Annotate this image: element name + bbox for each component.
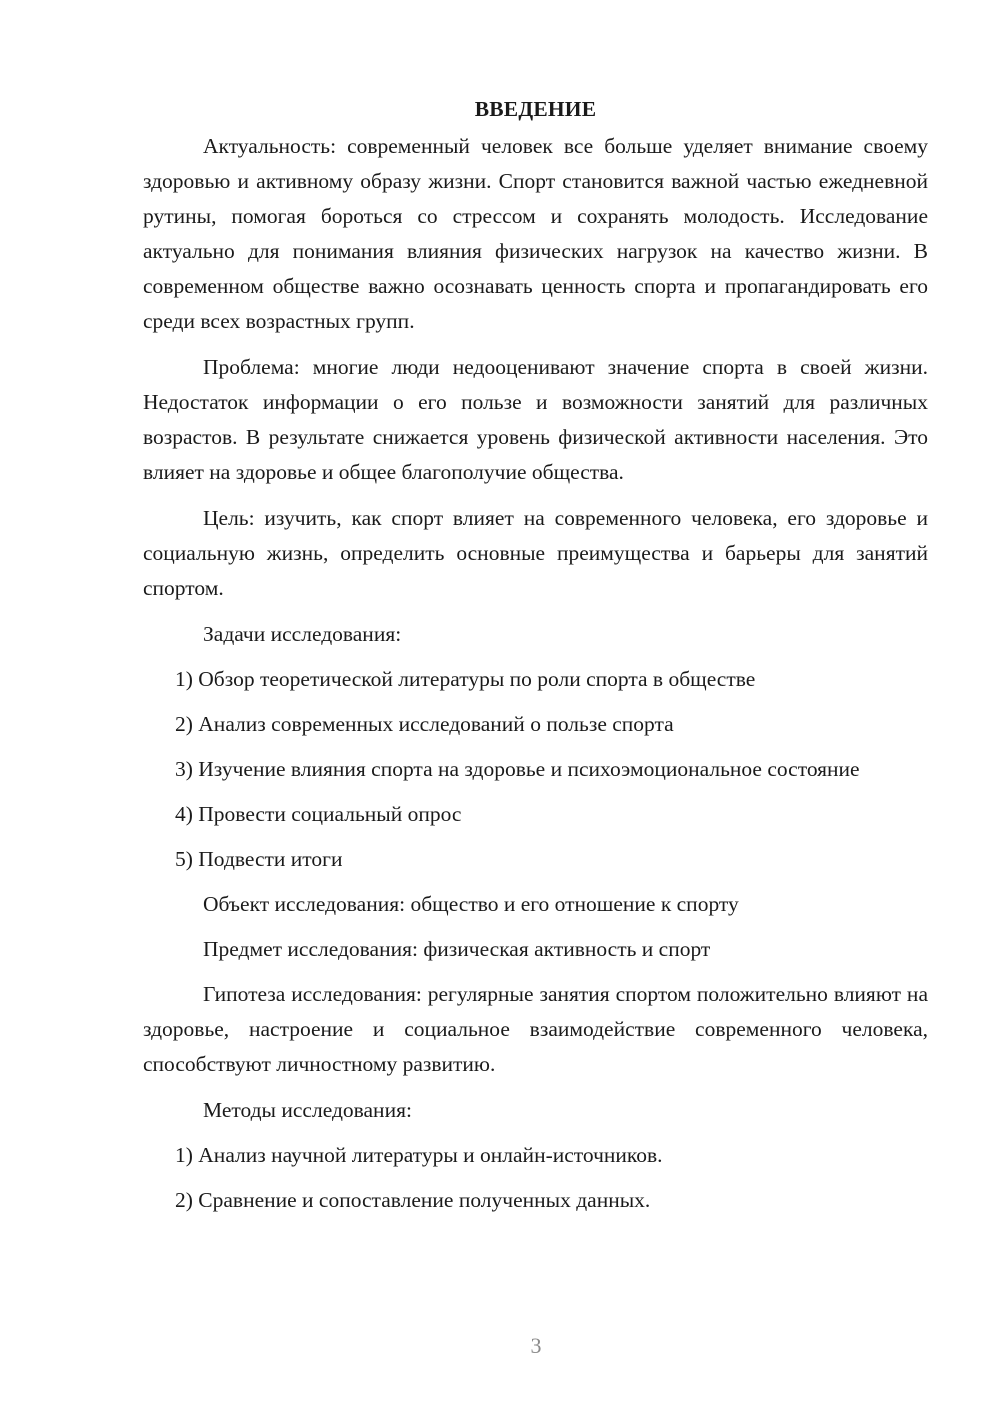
goal-paragraph: Цель: изучить, как спорт влияет на современного человека, его здоровье и социальную жизнь, определить основные преимущества и барьеры для занятий спортом. (143, 506, 928, 600)
task-item: 5) Подвести итоги (175, 847, 343, 871)
subject-line: Предмет исследования: физическая активность и спорт (203, 937, 711, 961)
page-number: 3 (530, 1333, 542, 1358)
object-line: Объект исследования: общество и его отношение к спорту (203, 892, 739, 916)
methods-heading: Методы исследования: (203, 1098, 412, 1122)
relevance-paragraph: Актуальность: современный человек все больше уделяет внимание своему здоровью и активному образу жизни. Спорт становится важной частью ежедневной рутины, помогая бороться со стрессом и сохранять молодость. Исследование актуально для понимания влияния физических нагрузок на качество жизни. В современном обществе важно осознавать ценность спорта и пропагандировать его среди всех возрастных групп. (143, 134, 928, 333)
document-title: ВВЕДЕНИЕ (474, 97, 597, 121)
task-item: 3) Изучение влияния спорта на здоровье и психоэмоциональное состояние (175, 757, 860, 781)
tasks-heading: Задачи исследования: (203, 622, 402, 646)
document-page (143, 92, 928, 1228)
method-item: 2) Сравнение и сопоставление полученных данных. (175, 1188, 651, 1212)
task-item: 2) Анализ современных исследований о пользе спорта (175, 712, 674, 736)
hypothesis-paragraph: Гипотеза исследования: регулярные занятия спортом положительно влияют на здоровье, настроение и социальное взаимодействие современного человека, способствуют личностному развитию. (143, 982, 928, 1076)
problem-paragraph: Проблема: многие люди недооценивают значение спорта в своей жизни. Недостаток информации о его пользе и возможности занятий для различных возрастов. В результате снижается уровень физической активности населения. Это влияет на здоровье и общее благополучие общества. (143, 355, 928, 484)
task-item: 4) Провести социальный опрос (175, 802, 462, 826)
task-item: 1) Обзор теоретической литературы по роли спорта в обществе (175, 667, 756, 691)
method-item: 1) Анализ научной литературы и онлайн-источников. (175, 1143, 663, 1167)
